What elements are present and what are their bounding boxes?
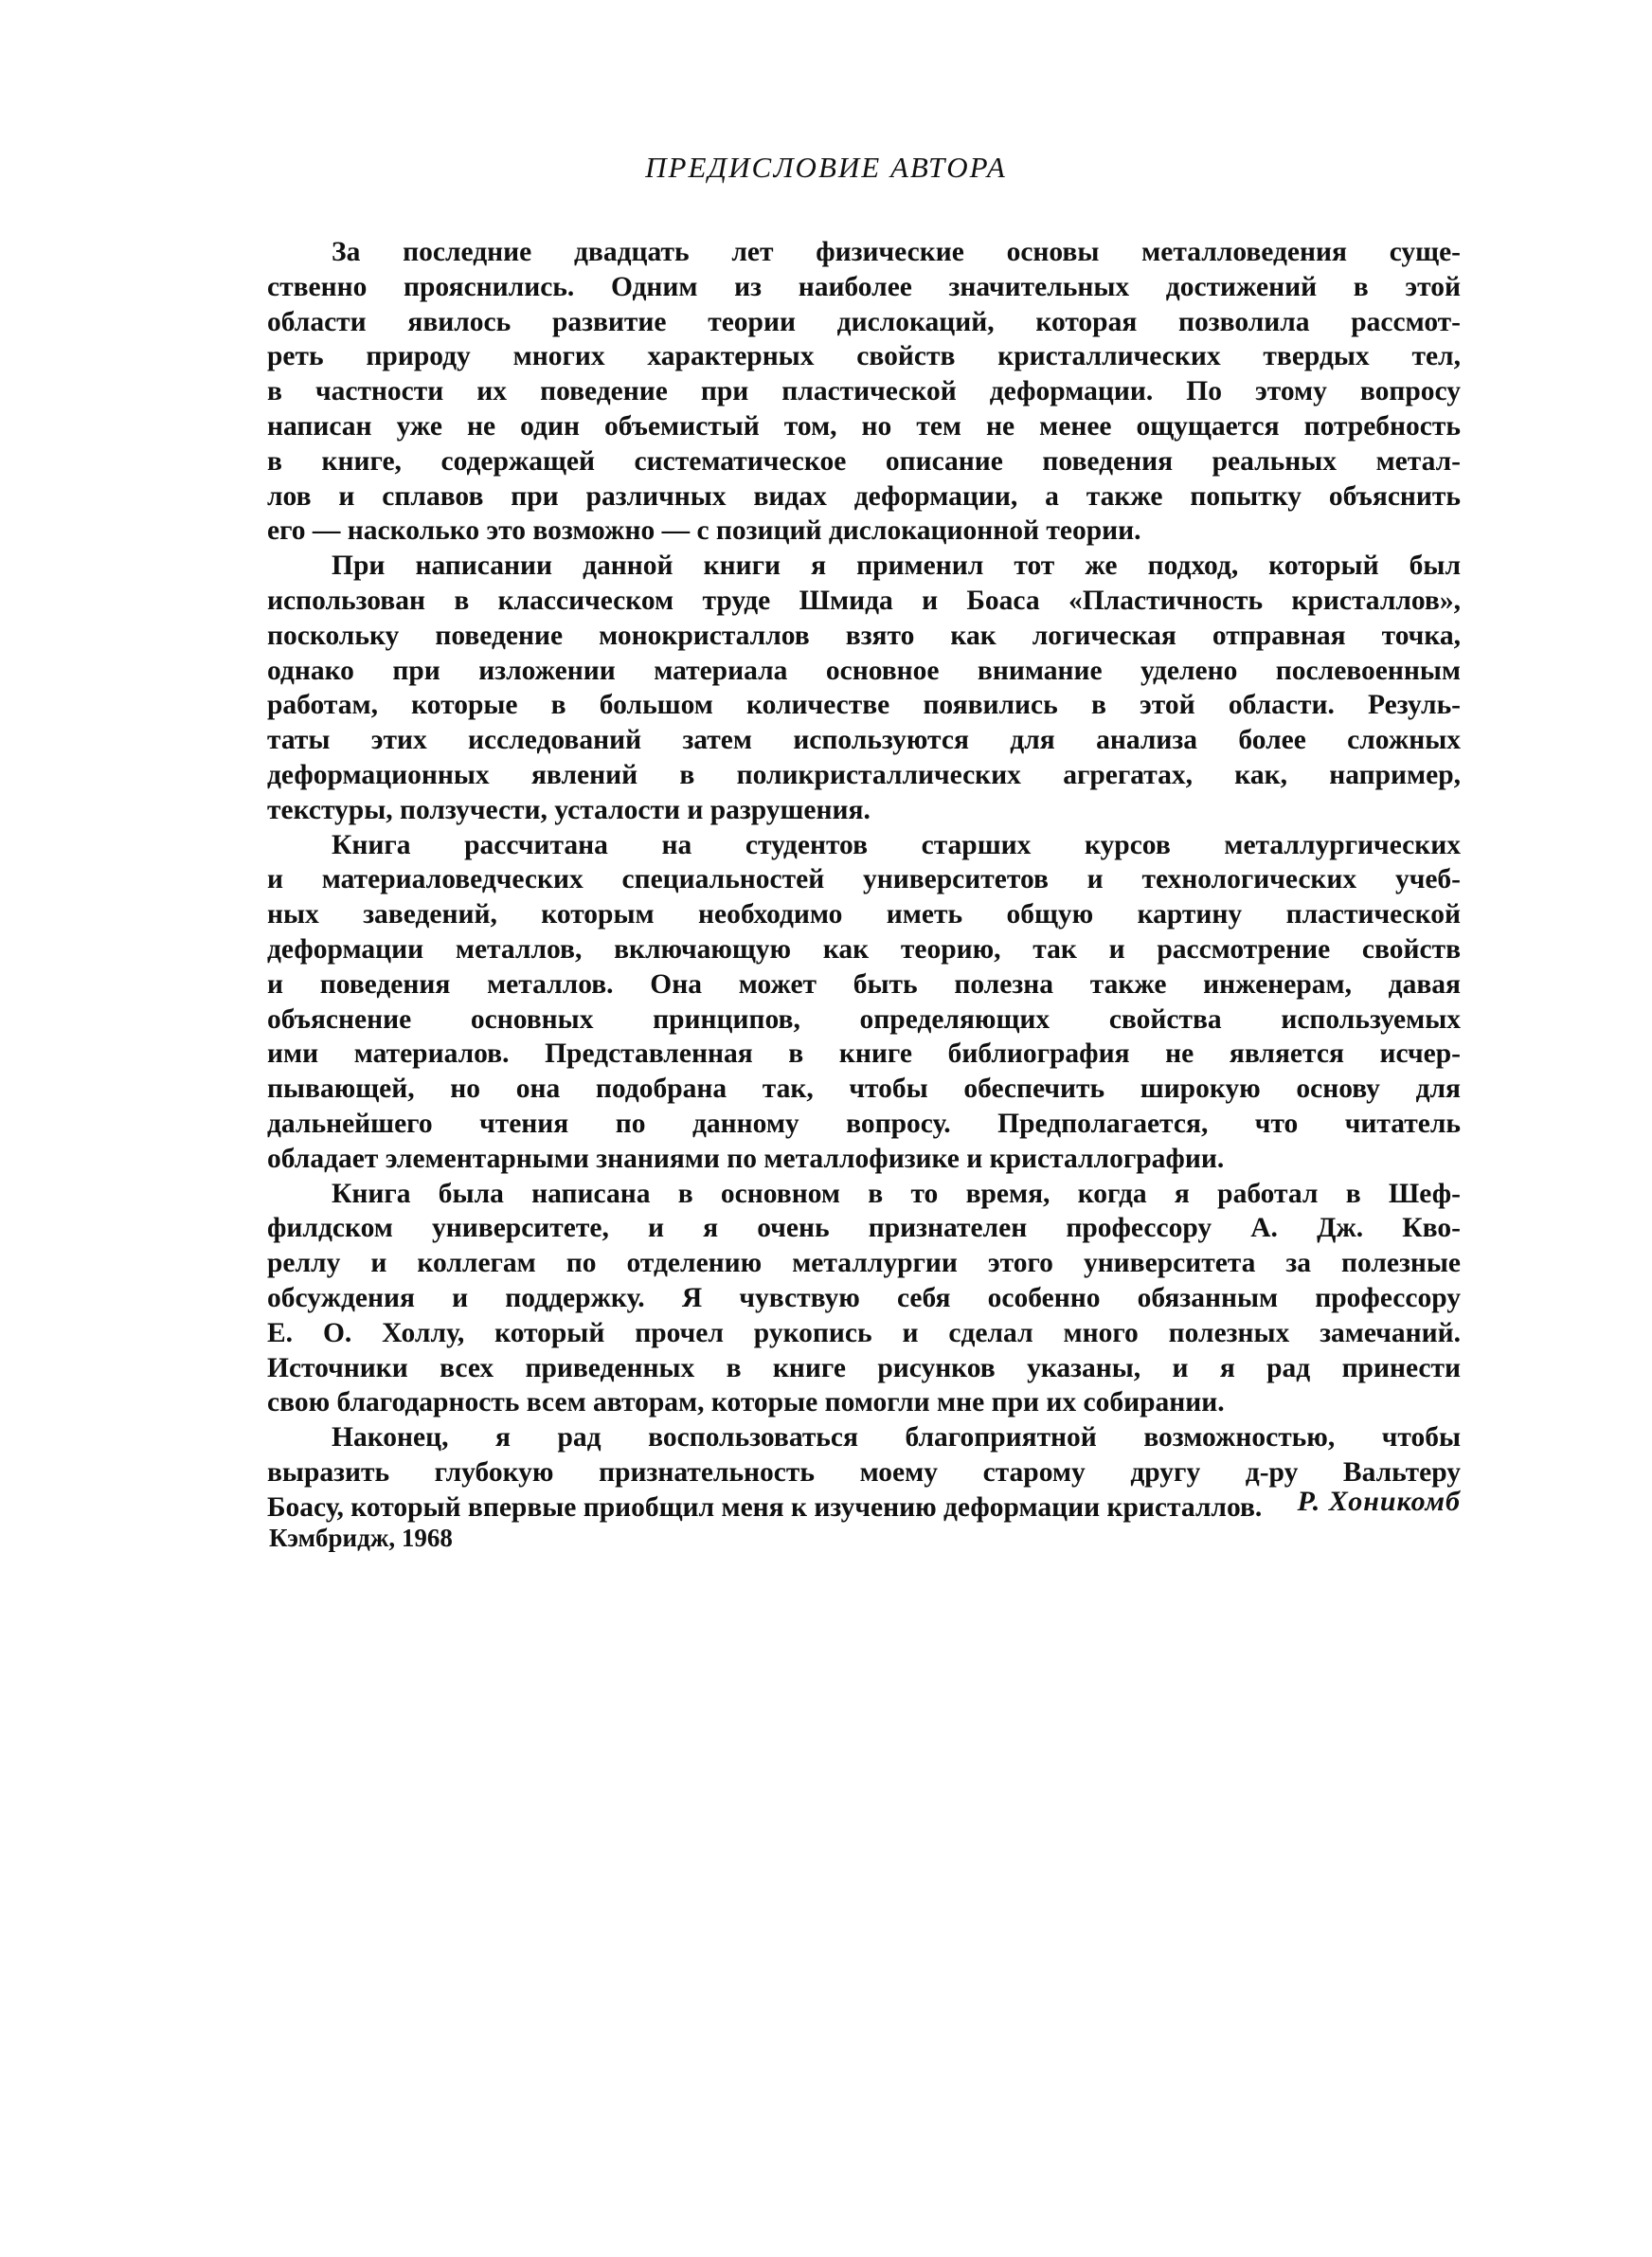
paragraph-4 [267,1177,1461,1421]
place-date: Кэмбридж, 1968 [269,1524,453,1552]
text-line: таты этих исследований затем используются для анализа более сложных [267,725,1461,756]
text-line: однако при изложении материала основное внимание уделено послевоенным [267,655,1461,686]
text-line: объяснение основных принципов, определяющих свойства используемых [267,1003,1461,1035]
text-line: деформации металлов, включающую как теорию, так и рассмотрение свойств [267,933,1461,965]
text-line: При написании данной книги я применил тот же подход, который был [332,551,1461,582]
text-line: Наконец, я рад воспользоваться благоприятной возможностью, чтобы [332,1422,1461,1454]
paragraph-2 [267,549,1461,827]
text-line: Книга рассчитана на студентов старших курсов металлургических [332,829,1461,860]
text-line: и поведения металлов. Она может быть полезна также инженерам, давая [267,968,1461,1000]
paragraph-1 [267,235,1461,549]
text-line: реллу и коллегам по отделению металлургии этого университета за полезные [267,1248,1461,1279]
text-line: его — насколько это возможно — с позиций дислокационной теории. [267,515,1141,547]
text-line: лов и сплавов при различных видах деформации, а также попытку объяснить [267,480,1461,512]
text-line: реть природу многих характерных свойств кристаллических твердых тел, [267,341,1461,372]
text-line: выразить глубокую признательность моему старому другу д-ру Вальтеру [267,1456,1461,1488]
author-signature: Р. Хоникомб [1297,1486,1461,1517]
text-line: Источники всех приведенных в книге рисунков указаны, и я рад принести [267,1352,1461,1383]
paragraph-3 [267,828,1461,1177]
text-line: пывающей, но она подобрана так, чтобы обеспечить широкую основу для [267,1074,1461,1105]
text-line: поскольку поведение монокристаллов взято как логическая отправная точка, [267,620,1461,651]
text-line: филдском университете, и я очень признателен профессору А. Дж. Кво- [267,1213,1461,1244]
text-line: в частности их поведение при пластической деформации. По этому вопросу [267,376,1461,407]
text-line: в книге, содержащей систематическое описание поведения реальных метал- [267,445,1461,477]
text-line: написан уже не один объемистый том, но тем не менее ощущается потребность [267,410,1461,442]
text-line: ими материалов. Представленная в книге библиография не является исчер- [267,1038,1461,1070]
paragraph-5 [267,1420,1461,1525]
text-line: ных заведений, которым необходимо иметь общую картину пластической [267,899,1461,930]
text-line: дальнейшего чтения по данному вопросу. Предполагается, что читатель [267,1108,1461,1139]
text-line: Е. О. Холлу, который прочел рукопись и сделал много полезных замечаний. [267,1317,1461,1348]
text-line: текстуры, ползучести, усталости и разрушения. [267,794,871,825]
text-line: и материаловедческих специальностей университетов и технологических учеб- [267,864,1461,895]
preface-body [267,235,1461,1525]
text-line: обсуждения и поддержку. Я чувствую себя особенно обязанным профессору [267,1282,1461,1313]
text-line: области явилось развитие теории дислокаций, которая позволила рассмот- [267,306,1461,337]
text-line: работам, которые в большом количестве появились в этой области. Резуль- [267,690,1461,721]
text-line: обладает элементарными знаниями по металлофизике и кристаллографии. [267,1143,1225,1174]
text-line: Боасу, который впервые приобщил меня к изучению деформации кристаллов. [267,1491,1263,1523]
text-line: ственно прояснились. Одним из наиболее значительных достижений в этой [267,271,1461,302]
page-title: ПРЕДИСЛОВИЕ АВТОРА [645,150,1007,184]
text-line: деформационных явлений в поликристаллических агрегатах, как, например, [267,759,1461,790]
text-line: Книга была написана в основном в то время, когда я работал в Шеф- [332,1178,1461,1209]
text-line: свою благодарность всем авторам, которые помогли мне при их собирании. [267,1387,1225,1418]
text-line: использован в классическом труде Шмида и Боаса «Пластичность кристаллов», [267,585,1461,616]
text-line: За последние двадцать лет физические основы металловедения суще- [332,237,1461,267]
